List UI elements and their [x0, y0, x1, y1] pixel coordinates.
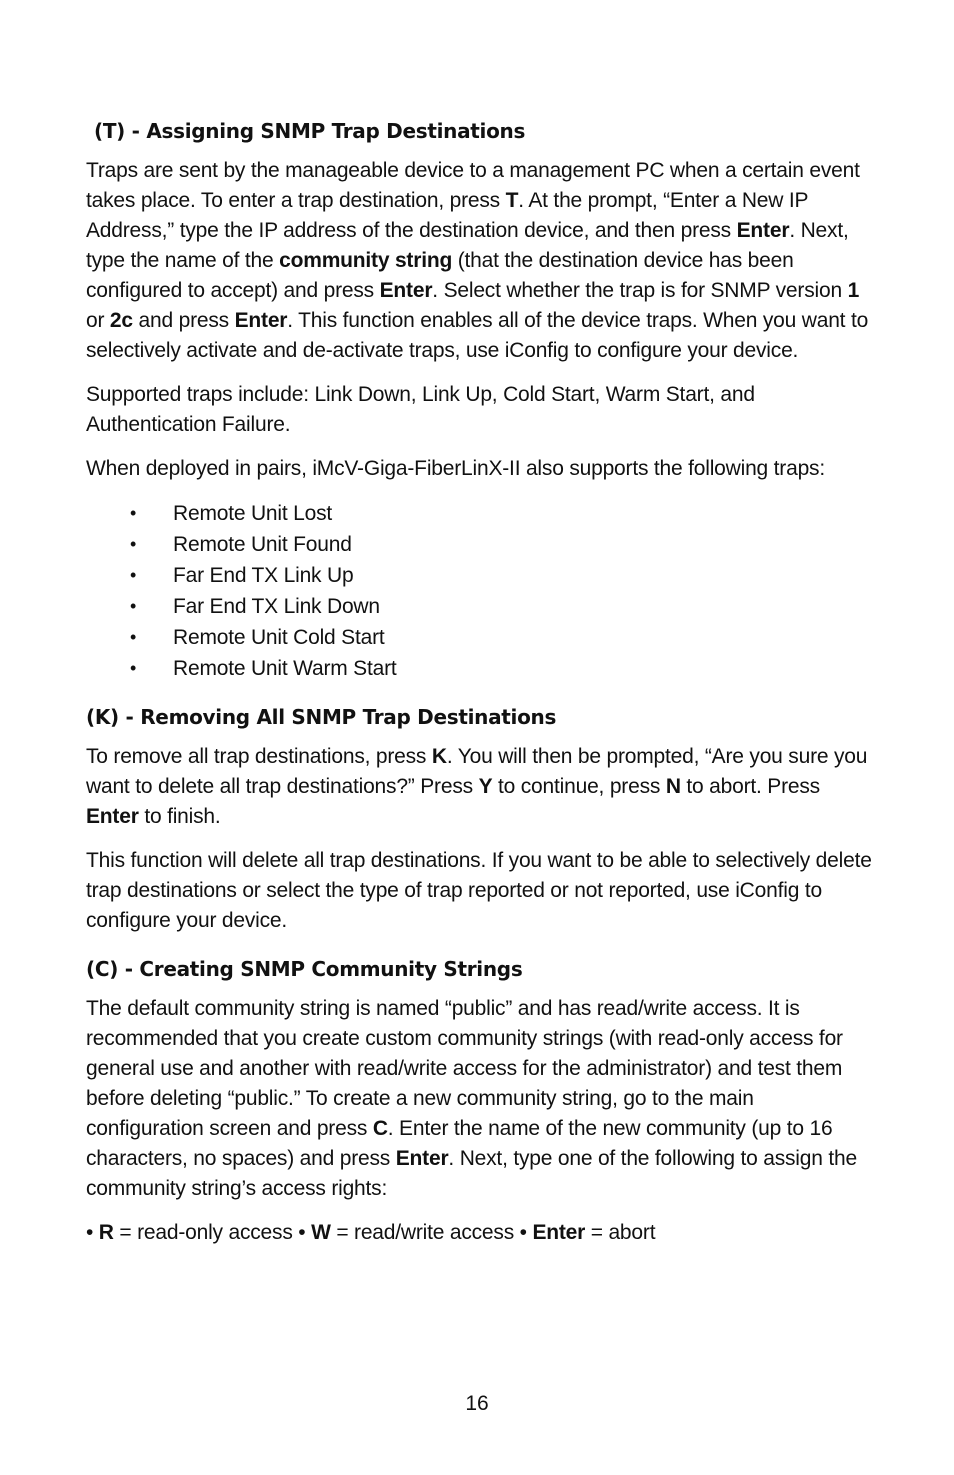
key-n: N: [665, 775, 681, 798]
bullet-icon: •: [130, 534, 137, 554]
bullet-icon: •: [130, 658, 137, 678]
list-item: • Remote Unit Lost: [86, 498, 876, 529]
key-enter: Enter: [234, 309, 288, 332]
bullet-icon: •: [130, 627, 137, 647]
key-w: W: [311, 1221, 331, 1244]
paragraph-pair-traps: When deployed in pairs, iMcV-Giga-FiberLinX-II also supports the following traps:: [86, 457, 825, 480]
key-c: C: [372, 1117, 388, 1140]
list-item: • Remote Unit Cold Start: [86, 622, 876, 653]
trap-list: [86, 498, 876, 684]
snmp-version-1: 1: [847, 279, 860, 302]
bullet-icon: •: [130, 503, 137, 523]
key-enter: Enter: [86, 805, 139, 828]
section-heading-c: (C) - Creating SNMP Community Strings: [86, 957, 523, 981]
paragraph-supported-traps: Supported traps include: Link Down, Link Up, Cold Start, Warm Start, and Authentication Failure.: [86, 383, 755, 436]
key-enter: Enter: [736, 219, 790, 242]
key-k: K: [431, 745, 447, 768]
page-number: 16: [465, 1392, 489, 1415]
paragraph-community-strings: The default community string is named “public” and has read/write access. It is recommended that you create custom community strings (with read-only access for general use and another with read/write access for the administrator) and test them before deleting “public.” To create a new community string, go to the main configuration screen and press C. Enter the name of the new community (up to 16 characters, no spaces) and press Enter. Next, type one of the following to assign the community string’s access rights:: [86, 997, 857, 1200]
key-enter: Enter: [379, 279, 433, 302]
list-item: • Far End TX Link Down: [86, 591, 876, 622]
snmp-version-2c: 2c: [109, 309, 133, 332]
bullet-icon: •: [130, 565, 137, 585]
list-item: • Remote Unit Found: [86, 529, 876, 560]
key-y: Y: [478, 775, 493, 798]
list-item: • Far End TX Link Up: [86, 560, 876, 591]
key-enter: Enter: [532, 1221, 586, 1244]
term-community-string: community string: [279, 249, 453, 272]
bullet-icon: •: [130, 596, 137, 616]
access-options: • R = read-only access • W = read/write access • Enter = abort: [86, 1221, 656, 1244]
section-heading-t: (T) - Assigning SNMP Trap Destinations: [94, 119, 526, 143]
section-heading-k: (K) - Removing All SNMP Trap Destinations: [86, 705, 557, 729]
key-r: R: [98, 1221, 114, 1244]
key-t: T: [505, 189, 519, 212]
paragraph-trap-destination: Traps are sent by the manageable device to a management PC when a certain event takes place. To enter a trap destination, press T. At the prompt, “Enter a New IP Address,” type the IP address of the destination device, and then press Enter. Next, type the name of the community string (that the destination device has been configured to accept) and press Enter. Select whether the trap is for SNMP version 1 or 2c and press Enter. This function enables all of the device traps. When you want to selectively activate and de-activate traps, use iConfig to configure your device.: [86, 159, 869, 362]
list-item: • Remote Unit Warm Start: [86, 653, 876, 684]
key-enter: Enter: [395, 1147, 449, 1170]
paragraph-remove-traps: To remove all trap destinations, press K. You will then be prompted, “Are you sure you want to delete all trap destinations?” Press Y to continue, press N to abort. Press Enter to finish.: [86, 745, 868, 828]
page-content: [86, 112, 876, 1248]
paragraph-delete-note: This function will delete all trap destinations. If you want to be able to selectively delete trap destinations or select the type of trap reported or not reported, use iConfig to configure your device.: [86, 849, 872, 932]
